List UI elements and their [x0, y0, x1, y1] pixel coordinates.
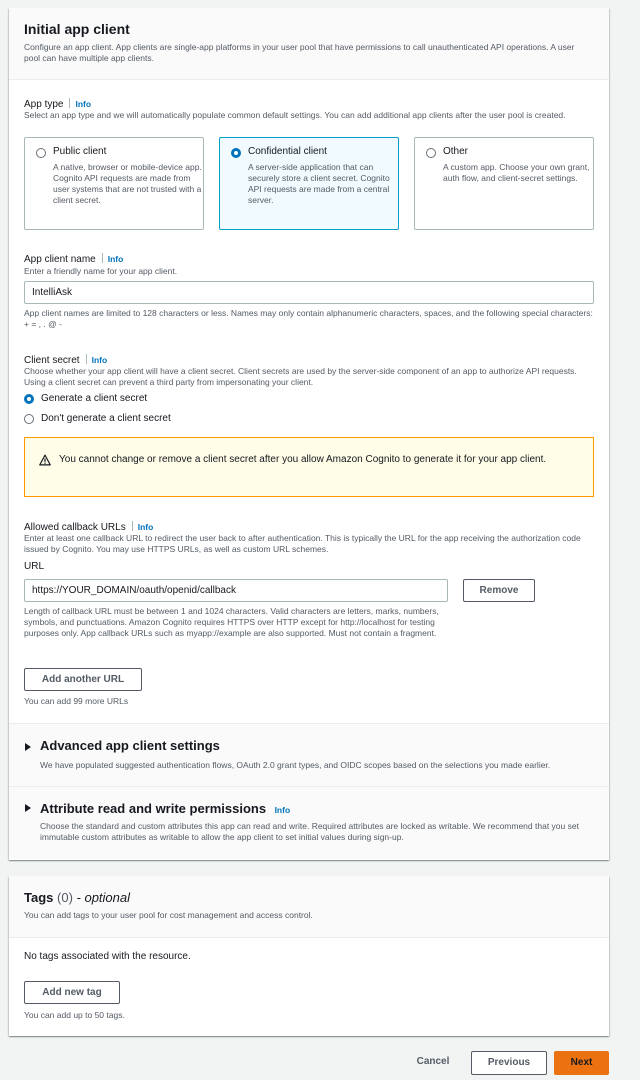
- tags-title: Tags: [24, 890, 54, 905]
- callback-urls-info-link[interactable]: Info: [137, 522, 154, 532]
- cancel-button[interactable]: Cancel: [416, 1056, 450, 1067]
- previous-button[interactable]: Previous: [471, 1051, 547, 1075]
- callback-urls-description: Enter at least one callback URL to redirect the user back to after authentication. This is typically the URL for the app receiving the authorization code issued by Cognito. You may use HTTPS URLs, as well as custom URL schemes.: [24, 533, 581, 554]
- tags-optional: - optional: [76, 890, 131, 905]
- radio-selected-icon[interactable]: [24, 394, 34, 404]
- tile-title: Public client: [53, 146, 107, 157]
- app-type-confidential-client[interactable]: [219, 137, 399, 230]
- tags-panel: [9, 876, 609, 1036]
- attribute-permissions-description: Choose the standard and custom attributes this app can read and write. Required attributes are locked as writable. We recommend that you set immutable custom attributes as writable to allow the app client to set initial values during sign-up.: [40, 821, 579, 842]
- app-client-name-input[interactable]: IntelliAsk: [24, 281, 594, 304]
- app-client-name-label: App client name: [24, 254, 96, 265]
- caret-right-icon[interactable]: [25, 804, 31, 812]
- app-client-name-constraint: App client names are limited to 128 characters or less. Names may only contain alphanumeric characters, spaces, and the following special characters: + = , . @ -: [24, 308, 593, 329]
- app-type-label: App type: [24, 99, 64, 110]
- tile-description: A server-side application that can securely store a client secret. Cognito API requests are made from a central server.: [248, 162, 390, 205]
- client-secret-info-link[interactable]: Info: [91, 355, 108, 365]
- option-label: Don't generate a client secret: [41, 413, 171, 424]
- add-another-url-button[interactable]: Add another URL: [24, 668, 142, 691]
- callback-url-input[interactable]: https://YOUR_DOMAIN/oauth/openid/callback: [24, 579, 448, 602]
- attribute-permissions-title: Attribute read and write permissions: [40, 801, 267, 816]
- tile-description: A custom app. Choose your own grant, auth flow, and client-secret settings.: [443, 162, 590, 183]
- app-type-description: Select an app type and we will automatically populate common default settings. You can add additional app clients after the user pool is created.: [24, 110, 566, 120]
- attribute-permissions-title-row: [40, 800, 290, 818]
- url-label: URL: [24, 561, 45, 572]
- app-client-name-info-link[interactable]: Info: [107, 254, 124, 264]
- section-header: [9, 8, 609, 80]
- tags-count: (0): [57, 890, 73, 905]
- callback-url-constraint: Length of callback URL must be between 1 and 1024 characters. Valid characters are letters, marks, numbers, symbols, and punctuations. Amazon Cognito requires HTTPS over HTTP except for http://localhost for testing purposes only. App callback URLs such as myapp://example are also supported. Must not contain a fragment.: [24, 606, 439, 638]
- next-button[interactable]: Next: [554, 1051, 609, 1075]
- option-label: Generate a client secret: [41, 393, 148, 404]
- advanced-settings-description: We have populated suggested authentication flows, OAuth 2.0 grant types, and OIDC scopes based on the selections you made earlier.: [40, 760, 551, 770]
- tile-title: Other: [443, 146, 469, 157]
- section-description: Configure an app client. App clients are single-app platforms in your user pool that have permissions to call unauthenticated API operations. A user pool can have multiple app clients.: [24, 42, 575, 63]
- no-secret-option[interactable]: [24, 413, 324, 427]
- tags-description: You can add tags to your user pool for cost management and access control.: [24, 910, 313, 920]
- caret-right-icon[interactable]: [25, 743, 31, 751]
- app-client-name-description: Enter a friendly name for your app client.: [24, 266, 178, 276]
- radio-icon[interactable]: [36, 148, 46, 158]
- remove-url-button[interactable]: Remove: [463, 579, 535, 602]
- add-url-hint: You can add 99 more URLs: [24, 696, 129, 706]
- client-secret-description: Choose whether your app client will have a client secret. Client secrets are used by the server-side component of an app to authorize API requests. Using a client secret can prevent a third party from impersonating your client.: [24, 366, 577, 387]
- warning-icon: [39, 454, 51, 466]
- add-tag-hint: You can add up to 50 tags.: [24, 1010, 125, 1020]
- advanced-settings-title: Advanced app client settings: [40, 738, 220, 753]
- radio-selected-icon[interactable]: [231, 148, 241, 158]
- generate-secret-option[interactable]: [24, 393, 324, 407]
- add-new-tag-button[interactable]: Add new tag: [24, 981, 120, 1004]
- app-type-public-client[interactable]: [24, 137, 204, 230]
- app-type-other[interactable]: [414, 137, 594, 230]
- client-secret-label: Client secret: [24, 355, 80, 366]
- app-client-panel: [9, 8, 609, 860]
- tags-empty-message: No tags associated with the resource.: [24, 951, 191, 962]
- tags-header: [9, 876, 609, 938]
- tile-title: Confidential client: [248, 146, 327, 157]
- radio-icon[interactable]: [426, 148, 436, 158]
- attribute-permissions-info-link[interactable]: Info: [274, 805, 291, 815]
- section-title: Initial app client: [24, 21, 130, 37]
- radio-icon[interactable]: [24, 414, 34, 424]
- advanced-settings-expander[interactable]: [9, 724, 609, 786]
- tile-description: A native, browser or mobile-device app. Cognito API requests are made from user systems that are not trusted with a client secret.: [53, 162, 202, 205]
- warning-text: You cannot change or remove a client secret after you allow Amazon Cognito to generate it for your app client.: [59, 454, 547, 465]
- callback-urls-label: Allowed callback URLs: [24, 522, 126, 533]
- app-type-info-link[interactable]: Info: [75, 99, 92, 109]
- tags-title-row: [24, 890, 130, 905]
- client-secret-warning: [24, 437, 594, 497]
- attribute-permissions-expander[interactable]: [9, 787, 609, 859]
- app-client-name-label-row: [24, 249, 123, 267]
